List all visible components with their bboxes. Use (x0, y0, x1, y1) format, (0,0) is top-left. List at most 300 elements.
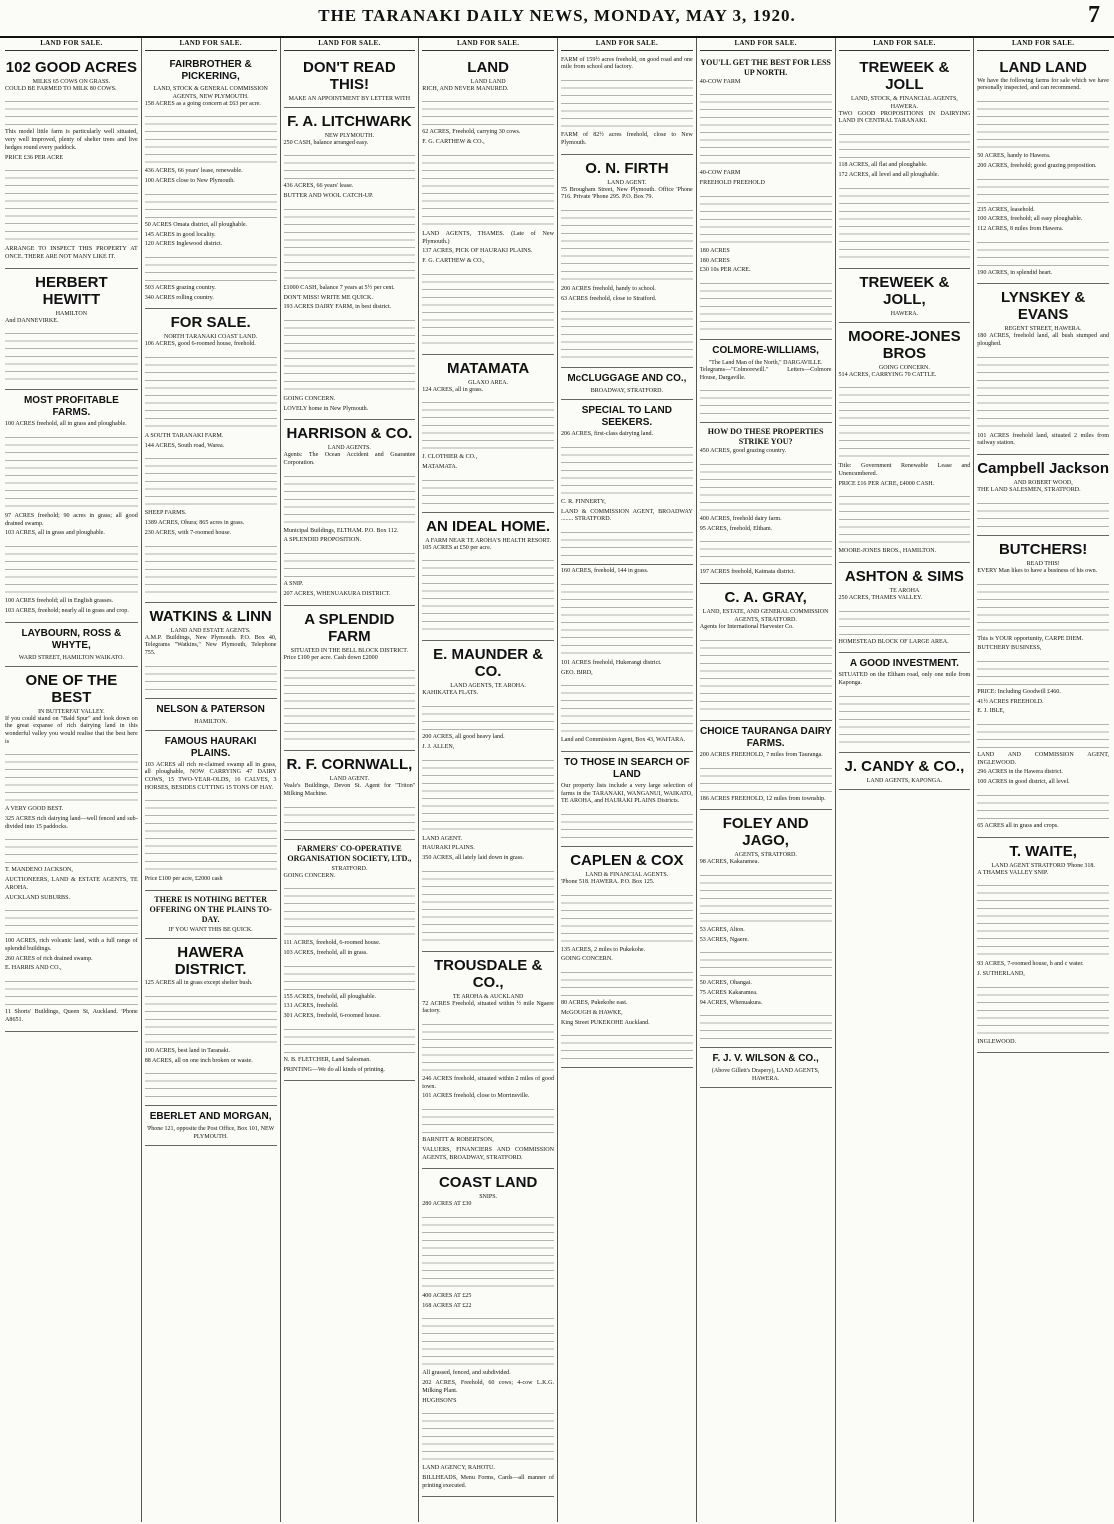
ad-text: BILLHEADS, Menu Forms, Cards—all manner of printing executed. (422, 1474, 554, 1489)
ad-headline: COLMORE-WILLIAMS, (712, 344, 819, 356)
advertisement (561, 155, 693, 369)
ad-subheading: HAMILTON (55, 310, 88, 317)
column-heading: LAND FOR SALE. (284, 38, 416, 51)
ad-text: Price £100 per acre, £2000 cash (144, 876, 223, 883)
ad-headline: HOW DO THESE PROPERTIES STRIKE YOU? (707, 427, 824, 447)
ad-text: Land and Commission Agent, Box 43, WAITARA. (561, 737, 686, 744)
ad-headline: FAMOUS HAURAKI PLAINS. (164, 735, 257, 759)
ad-text: PRICE £36 PER ACRE (5, 154, 64, 161)
ad-text: 172 ACRES, all level and all ploughable. (838, 171, 940, 178)
ad-headline: McCLUGGAGE AND CO., (567, 373, 687, 385)
body-copy-texture (700, 278, 832, 332)
advertisement (977, 54, 1109, 285)
page-number: 7 (1088, 2, 1100, 28)
advertisement (561, 752, 693, 847)
ad-text: 190 ACRES, in splendid heart. (977, 269, 1053, 276)
ad-text: TWO GOOD PROPOSITIONS IN DAIRYING LAND IN CENTRAL TARANAKI. (838, 110, 971, 125)
ad-text: 144 ACRES, South road, Warea. (144, 442, 225, 449)
body-copy-texture (839, 129, 971, 159)
ad-text: 103 ACRES all rich re-claimed swamp all in grass, all ploughable, NOW CARRYING 47 DAIRY COWS, 15 TWO-YEAR-OLDS, 16 CALVES, 3 HORSES, BESIDES CUTTING 15 TONS OF HAY. (144, 761, 277, 791)
column-heading: LAND FOR SALE. (561, 38, 693, 51)
ad-text: 260 ACRES of rich drained swamp. (5, 955, 93, 962)
ad-text: 100 ACRES, best land in Taranaki. (144, 1047, 231, 1054)
ad-subheading: MILKS 65 COWS ON GRASS. (32, 78, 111, 85)
body-copy-texture (422, 755, 554, 833)
body-copy-texture (700, 763, 832, 793)
ad-text: 325 ACRES rich dairying land—well fenced and sub-divided into 15 paddocks. (5, 816, 138, 830)
ad-headline: TREWEEK & JOLL, (859, 273, 950, 308)
advertisement (145, 731, 277, 892)
ad-subheading: IF YOU WANT THIS BE QUICK. (168, 927, 253, 934)
advertisement (145, 699, 277, 731)
ad-text: SHEEP FARMS. (144, 510, 187, 517)
advertisement (700, 584, 832, 721)
ad-text: 168 ACRES AT £22 (422, 1302, 472, 1309)
ad-text: 180 ACRES (699, 247, 730, 254)
ad-text: All grassed, fenced, and subdivided. (422, 1370, 511, 1377)
ad-text: 193 ACRES DAIRY FARM, in best district. (283, 304, 392, 311)
body-copy-texture (5, 328, 138, 382)
ad-headline: FOR SALE. (170, 314, 251, 332)
ad-text: 200 ACRES, freehold; good grazing proposition. (977, 162, 1097, 169)
body-copy-texture (700, 1010, 832, 1040)
ad-text: GOING CONCERN. (561, 956, 613, 963)
advertisement (977, 838, 1109, 1054)
ad-subheading: READ THIS! (1026, 560, 1060, 567)
ad-text: E. J. IBLE, (977, 708, 1005, 715)
ad-text: A SPLENDID PROPOSITION. (283, 537, 362, 544)
ad-text: 514 ACRES, CARRYING 70 CATTLE. (838, 371, 937, 378)
ad-subheading: STRATFORD. (331, 865, 368, 872)
body-copy-texture (145, 1068, 277, 1098)
ad-subheading: BROADWAY, STRATFORD. (590, 388, 663, 395)
advertisement (839, 563, 971, 653)
body-copy-texture (422, 1212, 554, 1290)
ad-text: 1389 ACRES, Ohura; 865 acres in grass. (144, 520, 245, 527)
body-copy-texture (145, 991, 277, 1045)
advertisement (422, 641, 554, 951)
ad-text: AUCTIONEERS, LAND & ESTATE AGENTS, TE AROHA. (5, 877, 138, 891)
ad-text: J. CLOTHIER & CO., (422, 454, 478, 461)
ad-text: A SOUTH TARANAKI FARM. (144, 433, 224, 440)
ad-text: Agents for International Harvester Co. (699, 624, 794, 631)
ad-text: E. HARRIS AND CO., (5, 965, 62, 972)
ad-headline: R. F. CORNWALL, (286, 756, 413, 774)
ad-subheading: SNIPS. (479, 1194, 498, 1201)
ad-headline: TREWEEK & JOLL (859, 58, 950, 93)
ad-headline: DON'T READ THIS! (303, 58, 396, 93)
ad-headline: A GOOD INVESTMENT. (849, 658, 959, 670)
body-copy-texture (145, 453, 277, 507)
advertisement (284, 751, 416, 839)
body-copy-texture (145, 661, 277, 691)
advertisement (145, 54, 277, 310)
body-copy-texture (700, 89, 832, 167)
ad-text: King Street PUKEKOHE Auckland. (561, 1019, 650, 1026)
ad-subheading: REGENT STREET, HAWERA. (1004, 326, 1082, 333)
body-copy-texture (700, 191, 832, 245)
advertisement (561, 847, 693, 1068)
ad-text: 100 ACRES freehold, all in grass and ploughable. (5, 421, 127, 428)
classified-columns (2, 38, 1112, 1522)
ad-text: A VERY GOOD BEST. (5, 806, 64, 813)
ad-text: 296 ACRES in the Hawera district. (977, 769, 1063, 776)
ad-headline: FARMERS' CO-OPERATIVE ORGANISATION SOCIETY, LTD., (287, 843, 412, 863)
ad-headline: YOU'LL GET THE BEST FOR LESS UP NORTH. (700, 57, 831, 77)
ad-subheading: SITUATED IN THE BELL BLOCK DISTRICT. (290, 647, 408, 654)
ad-subheading: LAND AGENTS, KAPONGA. (866, 777, 943, 784)
body-copy-texture (284, 802, 416, 832)
ad-text: 88 ACRES, all on one inch broken or waste. (144, 1057, 253, 1064)
advertisement (422, 952, 554, 1170)
column-8 (973, 38, 1112, 1522)
advertisement (145, 939, 277, 1106)
ad-text: 145 ACRES in good locality. (144, 231, 216, 238)
body-copy-texture (977, 719, 1109, 749)
column-heading: LAND FOR SALE. (5, 38, 138, 51)
ad-subheading: MAKE AN APPOINTMENT BY LETTER WITH (288, 95, 411, 102)
ad-text: 131 ACRES, freehold. (283, 1003, 339, 1010)
ad-text: 246 ACRES freehold, situated within 2 miles of good town. (422, 1076, 554, 1090)
ad-headline: BUTCHERS! (998, 540, 1088, 558)
ad-headline: FOLEY AND JAGO, (722, 815, 809, 850)
ad-subheading: LAND LAND (470, 78, 506, 85)
advertisement (284, 606, 416, 752)
ad-subheading: TE AROHA (889, 588, 920, 595)
ad-text: 340 ACRES rolling country. (144, 294, 214, 301)
ad-subheading: TE AROHA & AUCKLAND (452, 993, 524, 1000)
body-copy-texture (5, 541, 138, 595)
ad-text: A SNIP. (283, 581, 304, 588)
ad-headline: LAYBOURN, ROSS & WHYTE, (21, 627, 122, 651)
body-copy-texture (977, 656, 1109, 686)
advertisement (561, 54, 693, 155)
body-copy-texture (700, 385, 832, 415)
ad-headline: TROUSDALE & CO., (433, 956, 543, 991)
body-copy-texture (422, 397, 554, 451)
body-copy-texture (561, 809, 693, 839)
ad-subheading: LAND AND ESTATE AGENTS. (170, 627, 251, 634)
ad-headline: MOORE-JONES BROS (848, 327, 961, 362)
advertisement (422, 355, 554, 513)
ad-text: 400 ACRES AT £25 (422, 1292, 472, 1299)
ad-headline: AN IDEAL HOME. (426, 517, 551, 535)
body-copy-texture (422, 1313, 554, 1367)
advertisement (839, 323, 971, 564)
ad-text: FREEHOLD FREEHOLD (699, 180, 765, 187)
ad-subheading: "The Land Man of the North," DARGAVILLE. (708, 359, 823, 366)
ad-text: 100 ACRES in good district, all level. (977, 779, 1070, 786)
body-copy-texture (977, 880, 1109, 958)
ad-text: ARRANGE TO INSPECT THIS PROPERTY AT ONCE. THERE ARE NOT MANY LIKE IT. (5, 246, 138, 260)
ad-text: SITUATED on the Eltham road, only one mile from Kaponga. (838, 672, 971, 687)
column-heading: LAND FOR SALE. (839, 38, 971, 51)
ad-headline: O. N. FIRTH (585, 159, 669, 177)
ad-subheading: HAWERA. (890, 310, 919, 317)
ad-text: McGOUGH & HAWKE, (561, 1009, 623, 1016)
column-heading: LAND FOR SALE. (977, 38, 1109, 51)
ad-text: 180 ACRES, freehold land, all bush stumped and ploughed. (977, 333, 1109, 348)
ad-subheading: LAND, ESTATE, AND GENERAL COMMISSION AGENTS, STRATFORD. (702, 609, 829, 624)
ad-text: 100 ACRES close to New Plymouth. (144, 178, 235, 185)
ad-subheading: AND ROBERT WOOD, (1013, 480, 1073, 487)
ad-headline: HARRISON & CO. (286, 425, 413, 443)
ad-text: 103 ACRES, freehold, all in grass. (283, 950, 368, 957)
ad-text: 280 ACRES AT £30 (422, 1201, 472, 1208)
ad-text: LAND AND COMMISSION AGENT, INGLEWOOD. (977, 752, 1109, 766)
body-copy-texture (977, 790, 1109, 820)
body-copy-texture (561, 75, 693, 129)
ad-text: 50 ACRES, handy to Hawera. (977, 153, 1051, 160)
advertisement (284, 54, 416, 108)
advertisement (700, 423, 832, 584)
body-copy-texture (284, 665, 416, 743)
ad-text: 160 ACRES, freehold, 144 in grass. (561, 568, 649, 575)
advertisement (700, 721, 832, 810)
ad-subheading: HAMILTON. (194, 718, 228, 725)
body-copy-texture (284, 548, 416, 578)
ad-text: 105 ACRES at £50 per acre. (422, 544, 492, 551)
ad-text: 75 Brougham Street, New Plymouth. Office 'Phone 716. Private 'Phone 295. P.O. Box 79. (561, 186, 693, 201)
ad-text: LAND AGENCY, RAHOTU. (422, 1465, 495, 1472)
ad-text: LAND & COMMISSION AGENT, BROADWAY ........ STRATFORD. (561, 508, 693, 523)
ad-text: 103 ACRES, all in grass and ploughable. (5, 530, 105, 537)
ad-text: 106 ACRES, good 6-roomed house, freehold. (144, 341, 256, 348)
ad-text: F. G. CARTHEW & CO., (422, 257, 485, 264)
ad-headline: LAND LAND (999, 58, 1087, 76)
ad-text: HAURAKI PLAINS. (422, 845, 475, 852)
ad-text: 100 ACRES, rich volcanic land, with a full range of splendid buildings. (5, 938, 138, 952)
ad-text: GOING CONCERN. (283, 872, 336, 879)
ad-text: 93 ACRES, 7-roomed house, h and c water. (977, 961, 1084, 968)
ad-text: 100 ACRES freehold; all in English grasses. (5, 598, 114, 605)
ad-headline: EBERLET AND MORGAN, (149, 1111, 272, 1123)
ad-text: 197 ACRES freehold, Kaimata district. (699, 569, 796, 576)
ad-text: 111 ACRES, freehold, 6-roomed house. (283, 940, 381, 947)
ad-headline: 102 GOOD ACRES (5, 58, 137, 76)
advertisement (5, 623, 138, 667)
ad-text: COULD BE FARMED TO MILK 80 COWS. (5, 85, 117, 92)
ad-text: BUTTER AND WOOL CATCH-UP. (283, 193, 374, 200)
ad-text: 158 ACRES as a going concern at £63 per acre. (144, 100, 261, 107)
body-copy-texture (977, 498, 1109, 528)
ad-text: FARM of 82½ acres freehold, close to New Plymouth. (561, 132, 693, 146)
ad-text: HUGHSON'S (422, 1397, 457, 1404)
advertisement (839, 269, 971, 323)
ad-text: £1000 CASH, balance 7 years at 5½ per cent. (283, 284, 395, 291)
body-copy-texture (700, 635, 832, 713)
body-copy-texture (977, 237, 1109, 267)
body-copy-texture (561, 890, 693, 944)
ad-subheading: (Above Gillett's Drapery), LAND AGENTS, HAWERA. (711, 1068, 820, 1083)
ad-text: 75 ACRES Kakaramea. (699, 990, 758, 997)
ad-subheading: 'Phone 121, opposite the Post Office, Box 101, NEW PLYMOUTH. (146, 1126, 275, 1141)
ad-subheading: NORTH TARANAKI COAST LAND. (163, 334, 258, 341)
ad-subheading: GLAXO AREA. (468, 379, 509, 386)
ad-text: MOORE-JONES BROS., HAMILTON. (838, 548, 937, 555)
body-copy-texture (839, 382, 971, 460)
body-copy-texture (700, 947, 832, 977)
ad-text: 53 ACRES, Alton. (699, 926, 745, 933)
body-copy-texture (5, 834, 138, 864)
ad-text: 101 ACRES freehold, close to Morrinsville. (422, 1093, 530, 1100)
ad-headline: MOST PROFITABLE FARMS. (23, 395, 119, 419)
ad-text: 50 ACRES Omata district, all ploughable. (144, 221, 248, 228)
body-copy-texture (422, 701, 554, 731)
ad-text: 202 ACRES, Freehold, 60 cows; 4-cow L.K.G. Milking Plant. (422, 1380, 554, 1394)
ad-text: Veale's Buildings, Devon St. Agent for "Triton" Milking Machine. (283, 783, 416, 797)
advertisement (145, 603, 277, 699)
ad-headline: WATKINS & LINN (149, 607, 272, 625)
body-copy-texture (977, 174, 1109, 204)
ad-headline: E. MAUNDER & CO. (433, 646, 544, 681)
body-copy-texture (5, 96, 138, 126)
column-heading: LAND FOR SALE. (700, 38, 832, 51)
ad-text: 200 ACRES freehold, handy to school. (561, 285, 656, 292)
ad-text: LOVELY home in New Plymouth. (283, 405, 369, 412)
body-copy-texture (422, 866, 554, 944)
ad-text: 155 ACRES, freehold, all ploughable. (283, 993, 377, 1000)
ad-text: Municipal Buildings, ELTHAM. P.O. Box 112. (283, 527, 399, 534)
ad-headline: SPECIAL TO LAND SEEKERS. (581, 405, 672, 429)
body-copy-texture (145, 541, 277, 595)
ad-text: 62 ACRES, Freehold, carrying 30 cows. (422, 129, 521, 136)
advertisement (284, 108, 416, 421)
body-copy-texture (561, 967, 693, 997)
advertisement (5, 54, 138, 269)
advertisement (561, 565, 693, 752)
masthead-title: THE TARANAKI DAILY NEWS, MONDAY, MAY 3, 1920. (318, 6, 796, 25)
ad-text: 101 ACRES freehold land, situated 2 miles from railway station. (977, 432, 1109, 447)
ad-subheading: IN BUTTERFAT VALLEY. (38, 708, 105, 715)
ad-text: 250 ACRES, THAMES VALLEY. (838, 595, 923, 602)
advertisement (5, 269, 138, 391)
ad-text: This is YOUR opportunity, CARPE DIEM. (977, 635, 1084, 642)
ad-text: 53 ACRES, Ngaere. (699, 936, 749, 943)
body-copy-texture (700, 870, 832, 924)
body-copy-texture (977, 982, 1109, 1036)
ad-text: 65 ACRES all in grass and crops. (977, 822, 1059, 829)
advertisement (422, 1169, 554, 1497)
advertisement (284, 840, 416, 1082)
ad-text: 436 ACRES, 66 years' lease, renewable. (144, 168, 243, 175)
advertisement (700, 1048, 832, 1088)
ad-text: 72 ACRES Freehold, situated within ½ mile Ngaere factory. (422, 1000, 554, 1015)
ad-text: 400 ACRES, freehold dairy farm. (699, 516, 782, 523)
ad-headline: HAWERA DISTRICT. (174, 944, 247, 979)
advertisement (977, 455, 1109, 536)
ad-text: A.M.P. Buildings, New Plymouth. P.O. Box 40, Telegrams "Watkins," New Plymouth, Telephone 755. (144, 634, 277, 656)
ad-headline: CAPLEN & COX (570, 852, 684, 870)
advertisement (145, 891, 277, 939)
body-copy-texture (561, 442, 693, 496)
body-copy-texture (284, 150, 416, 180)
body-copy-texture (5, 749, 138, 803)
body-copy-texture (839, 606, 971, 636)
body-copy-texture (145, 111, 277, 165)
ad-text: LAND AGENT. (422, 835, 463, 842)
ad-text: Telegrams—"Colmorewill." Letters—Colmore House, Dargaville. (699, 366, 832, 381)
body-copy-texture (839, 491, 971, 545)
ad-text: BUTCHERY BUSINESS, (977, 645, 1042, 652)
ad-subheading: LAND AGENT. (607, 179, 647, 186)
ad-text: 450 ACRES, good grazing country. (699, 448, 787, 455)
body-copy-texture (977, 352, 1109, 430)
ad-subheading: WARD STREET, HAMILTON WAIKATO. (18, 654, 124, 661)
ad-text: 436 ACRES, 66 years' lease. (283, 183, 354, 190)
body-copy-texture (284, 883, 416, 937)
ad-headline: A SPLENDID FARM (304, 610, 395, 645)
ad-text: N. B. FLETCHER, Land Salesman. (283, 1056, 371, 1063)
ad-subheading: LAND AGENT STRATFORD 'Phone 318. (991, 862, 1095, 869)
body-copy-texture (422, 475, 554, 505)
ad-subheading: LAND & FINANCIAL AGENTS. (585, 872, 669, 879)
ad-text: 235 ACRES, leasehold. (977, 206, 1035, 213)
ad-text: PRICE £16 PER ACRE, £4000 CASH. (838, 480, 935, 487)
ad-text: T. MANDENO JACKSON, (5, 867, 73, 874)
ad-headline: J. CANDY & CO., (844, 757, 965, 775)
column-1 (2, 38, 141, 1522)
ad-text: This model little farm is particularly well situated, very well improved, plenty of shelter trees and live hedges round every paddock. (5, 129, 138, 151)
ad-text: 503 ACRES grazing country. (144, 284, 216, 291)
ad-subheading: A FARM NEAR TE AROHA'S HEALTH RESORT. (425, 537, 551, 544)
advertisement (839, 653, 971, 752)
ad-text: 137 ACRES, PICK OF HAURAKI PLAINS. (422, 248, 533, 255)
body-copy-texture (561, 306, 693, 360)
column-3 (280, 38, 419, 1522)
column-7 (835, 38, 974, 1522)
masthead (0, 0, 1114, 38)
advertisement (700, 54, 832, 340)
ad-subheading: NEW PLYMOUTH. (324, 132, 375, 139)
ad-headline: HERBERT HEWITT (35, 273, 108, 308)
advertisement (839, 753, 971, 790)
ad-text: If you could stand on "Bald Spur" and look down on the great expanse of rich dairying land in this wonderful valley you would realise that the best here is (5, 715, 138, 745)
ad-text: HOMESTEAD BLOCK OF LARGE AREA. (838, 638, 949, 645)
body-copy-texture (284, 471, 416, 525)
advertisement (977, 284, 1109, 455)
ad-text: 200 ACRES, all good heavy land. (422, 734, 505, 741)
body-copy-texture (700, 459, 832, 513)
advertisement (5, 390, 138, 622)
ad-text: 350 ACRES, all lately laid down in grass. (422, 854, 524, 861)
ad-text: 135 ACRES, 2 miles to Pukekohe. (561, 946, 646, 953)
ad-text: 11 Shorts' Buildings, Queen St, Auckland. 'Phone A8651. (5, 1009, 138, 1023)
ad-text: 40-COW FARM (699, 78, 741, 85)
advertisement (561, 400, 693, 565)
ad-text: 301 ACRES, freehold, 6-roomed house. (283, 1013, 381, 1020)
ad-text: 118 ACRES, all flat and ploughable. (838, 162, 928, 169)
body-copy-texture (977, 96, 1109, 150)
column-4 (418, 38, 557, 1522)
advertisement (284, 420, 416, 605)
column-2 (141, 38, 280, 1522)
body-copy-texture (5, 905, 138, 935)
ad-text: 186 ACRES FREEHOLD, 12 miles from township. (699, 795, 826, 802)
ad-text: 200 ACRES FREEHOLD, 7 miles from Tauranga. (699, 751, 823, 758)
advertisement (145, 1106, 277, 1146)
ad-subheading: LAND AGENT. (329, 776, 369, 783)
ad-headline: LYNSKEY & EVANS (1001, 289, 1086, 324)
ad-text: 97 ACRES freehold; 90 acres in grass; all good drained swamp. (5, 513, 138, 527)
ad-text: 207 ACRES, WHENUAKURA DISTRICT. (283, 590, 391, 597)
ad-text: 125 ACRES all in grass except shelter bush. (144, 980, 253, 987)
ad-headline: C. A. GRAY, (724, 589, 807, 607)
column-6 (696, 38, 835, 1522)
column-heading: LAND FOR SALE. (145, 38, 277, 51)
ad-text: 124 ACRES, all in grass. (422, 386, 484, 393)
body-copy-texture (284, 315, 416, 393)
